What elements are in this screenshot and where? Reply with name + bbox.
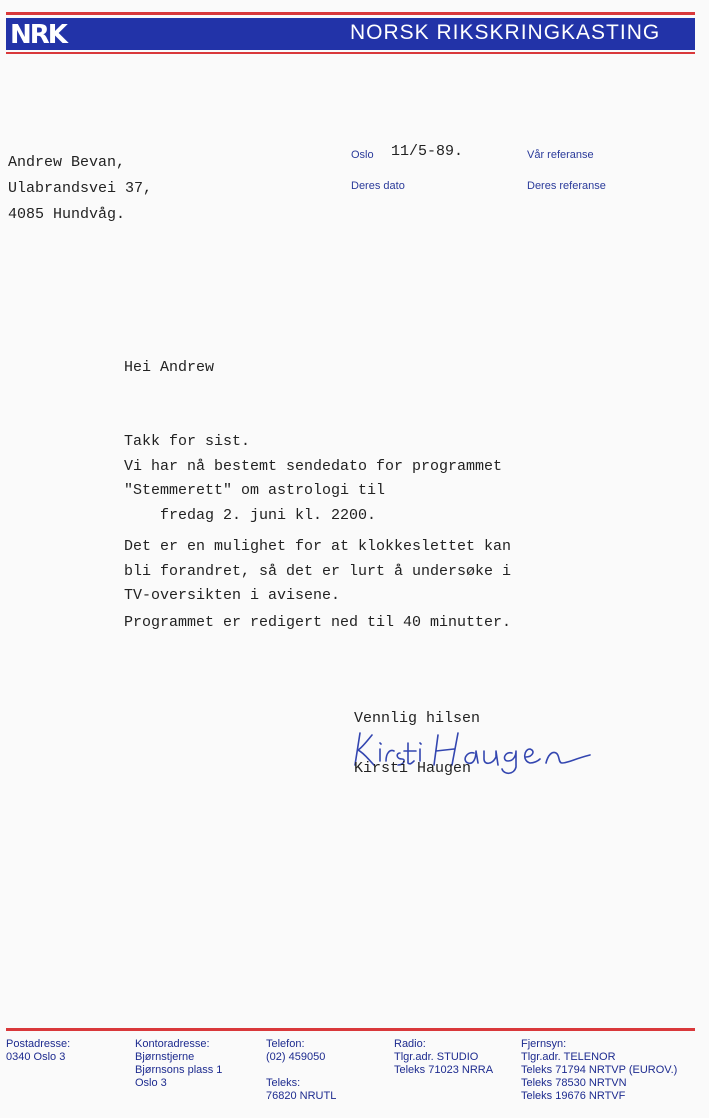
your-reference-label: Deres referanse: [527, 180, 606, 192]
paragraph-1-line: Vi har nå bestemt sendedato for programmet: [124, 457, 503, 475]
footer-television: [521, 1038, 677, 1103]
recipient-city: 4085 Hundvåg.: [8, 206, 126, 223]
footer-radio: [394, 1038, 493, 1077]
footer-line: Fjernsyn:: [521, 1038, 567, 1050]
your-date-label: Deres dato: [351, 180, 405, 192]
signature-text: Kirsti Haugen: [550, 745, 557, 746]
letter-date: 11/5-89.: [391, 143, 464, 160]
footer-line: Bjørnstjerne: [135, 1051, 195, 1063]
greeting: Hei Andrew: [124, 359, 215, 376]
footer-red-line: [6, 1028, 695, 1031]
header-red-line: [6, 12, 695, 15]
footer-line: Tlgr.adr. TELENOR: [521, 1051, 616, 1063]
footer-line: Teleks 71023 NRRA: [394, 1064, 494, 1076]
organization-name: NORSK RIKSKRINGKASTING: [350, 21, 661, 44]
place-label: Oslo: [351, 149, 374, 161]
closing-salutation: Vennlig hilsen: [354, 710, 481, 727]
paragraph-1: [124, 430, 502, 528]
signer-name: Kirsti Haugen: [354, 760, 472, 777]
paragraph-2-line: bli forandret, så det er lurt å undersøke i: [124, 562, 512, 580]
header-red-underline: [6, 52, 695, 54]
paragraph-3: Programmet er redigert ned til 40 minutter.: [124, 614, 512, 631]
paragraph-2: [124, 535, 511, 609]
footer-line: 76820 NRUTL: [266, 1090, 337, 1102]
footer-line: (02) 459050: [266, 1051, 326, 1063]
recipient-name: Andrew Bevan,: [8, 154, 126, 171]
recipient-address: [8, 150, 152, 228]
paragraph-1-line: fredag 2. juni kl. 2200.: [124, 506, 377, 524]
footer-line: Teleks 19676 NRTVF: [521, 1090, 626, 1102]
footer-line: Telefon:: [266, 1038, 305, 1050]
footer-line: Teleks 71794 NRTVP (EUROV.): [521, 1064, 678, 1076]
paragraph-2-line: TV-oversikten i avisene.: [124, 587, 341, 604]
footer-line: 0340 Oslo 3: [6, 1051, 66, 1063]
footer-line: Teleks:: [266, 1077, 301, 1089]
footer-phone: [266, 1038, 325, 1064]
our-reference-label: Vår referanse: [527, 149, 594, 161]
paragraph-1-line: "Stemmerett" om astrologi til: [124, 482, 386, 499]
footer-line: Tlgr.adr. STUDIO: [394, 1051, 479, 1063]
footer-telex: [266, 1077, 336, 1103]
footer-postal-address: [6, 1038, 70, 1064]
nrk-logo: NRK: [10, 20, 66, 50]
footer-line: Postadresse:: [6, 1038, 71, 1050]
footer-line: Oslo 3: [135, 1077, 167, 1089]
footer-line: Teleks 78530 NRTVN: [521, 1077, 627, 1089]
paragraph-2-line: Det er en mulighet for at klokkeslettet kan: [124, 538, 512, 555]
footer-office-address: [135, 1038, 222, 1090]
footer-line: Radio:: [394, 1038, 426, 1050]
footer-line: Kontoradresse:: [135, 1038, 210, 1050]
paragraph-1-line: Takk for sist.: [124, 433, 251, 450]
footer-line: Bjørnsons plass 1: [135, 1064, 223, 1076]
recipient-street: Ulabrandsvei 37,: [8, 180, 153, 197]
